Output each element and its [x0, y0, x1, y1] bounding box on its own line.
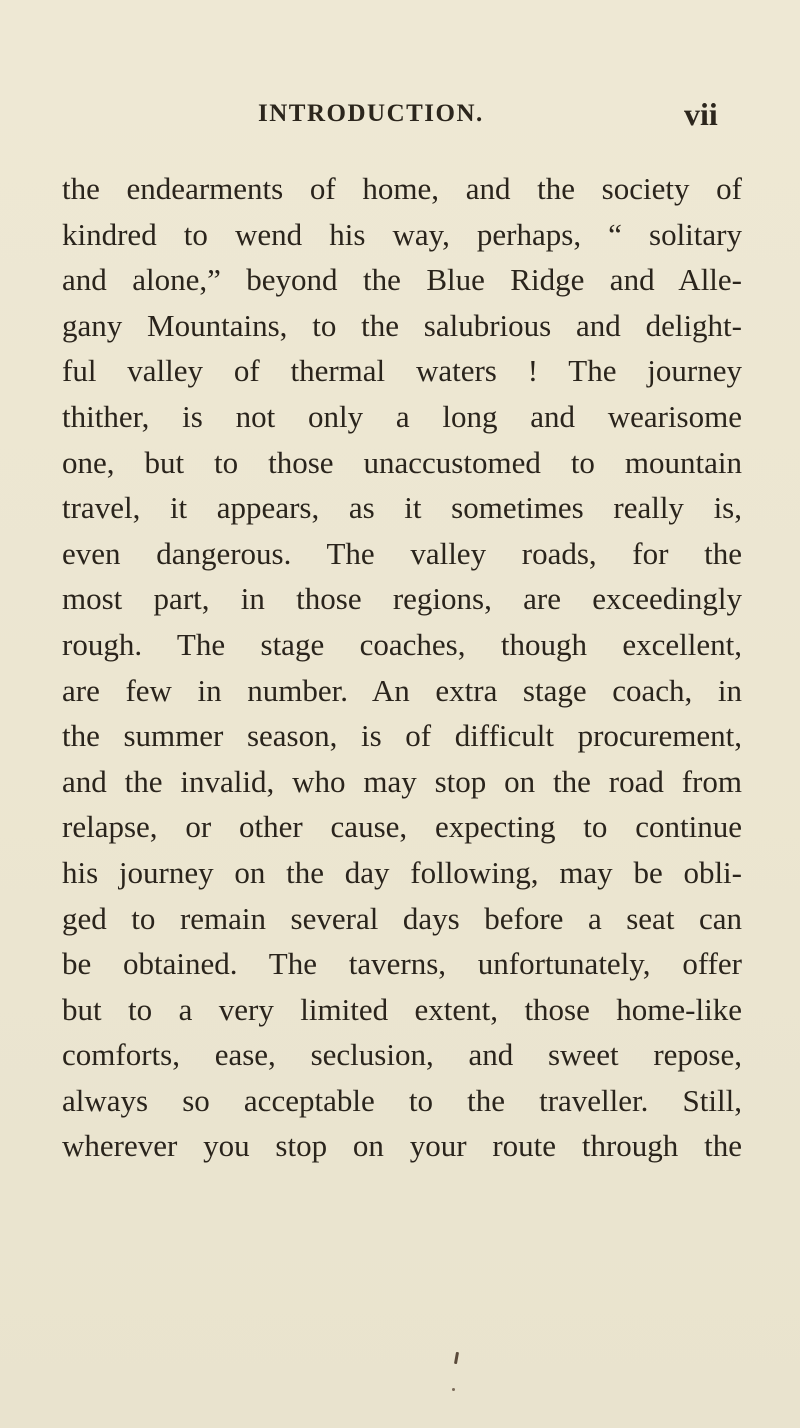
text-line: be obtained. The taverns, unfortunately, offer — [62, 946, 742, 982]
text-line: relapse, or other cause, expecting to continue — [62, 809, 742, 845]
text-line: but to a very limited extent, those home-like — [62, 991, 742, 1027]
text-line: comforts, ease, seclusion, and sweet repose, — [62, 1037, 742, 1073]
text-line: rough. The stage coaches, though excellent, — [62, 626, 742, 662]
text-line: most part, in those regions, are exceedingly — [62, 581, 742, 617]
text-line: ful valley of thermal waters ! The journey — [62, 353, 742, 389]
page-number: vii — [684, 96, 718, 132]
ink-speck — [454, 1352, 459, 1364]
text-line: wherever you stop on your route through the — [62, 1128, 742, 1164]
text-line: kindred to wend his way, perhaps, “ solitary — [62, 216, 742, 252]
running-head: INTRODUCTION. — [258, 100, 484, 127]
text-line: thither, is not only a long and wearisome — [62, 398, 742, 434]
text-line: his journey on the day following, may be obli- — [62, 854, 742, 890]
text-line: and the invalid, who may stop on the road from — [62, 763, 742, 799]
body-text — [62, 166, 742, 1169]
text-line: always so acceptable to the traveller. Still, — [62, 1082, 742, 1118]
text-line: one, but to those unaccustomed to mountain — [62, 444, 742, 480]
text-line: and alone,” beyond the Blue Ridge and Alle- — [62, 262, 742, 298]
text-line: gany Mountains, to the salubrious and delight- — [62, 307, 742, 343]
text-line: even dangerous. The valley roads, for the — [62, 535, 742, 571]
text-line: travel, it appears, as it sometimes really is, — [62, 490, 742, 526]
ink-dot — [452, 1388, 455, 1391]
text-line: the summer season, is of difficult procurement, — [62, 718, 742, 754]
text-line: the endearments of home, and the society of — [62, 171, 742, 206]
text-line: are few in number. An extra stage coach, in — [62, 672, 742, 708]
text-line: ged to remain several days before a seat can — [62, 900, 742, 936]
page-header — [258, 96, 758, 140]
